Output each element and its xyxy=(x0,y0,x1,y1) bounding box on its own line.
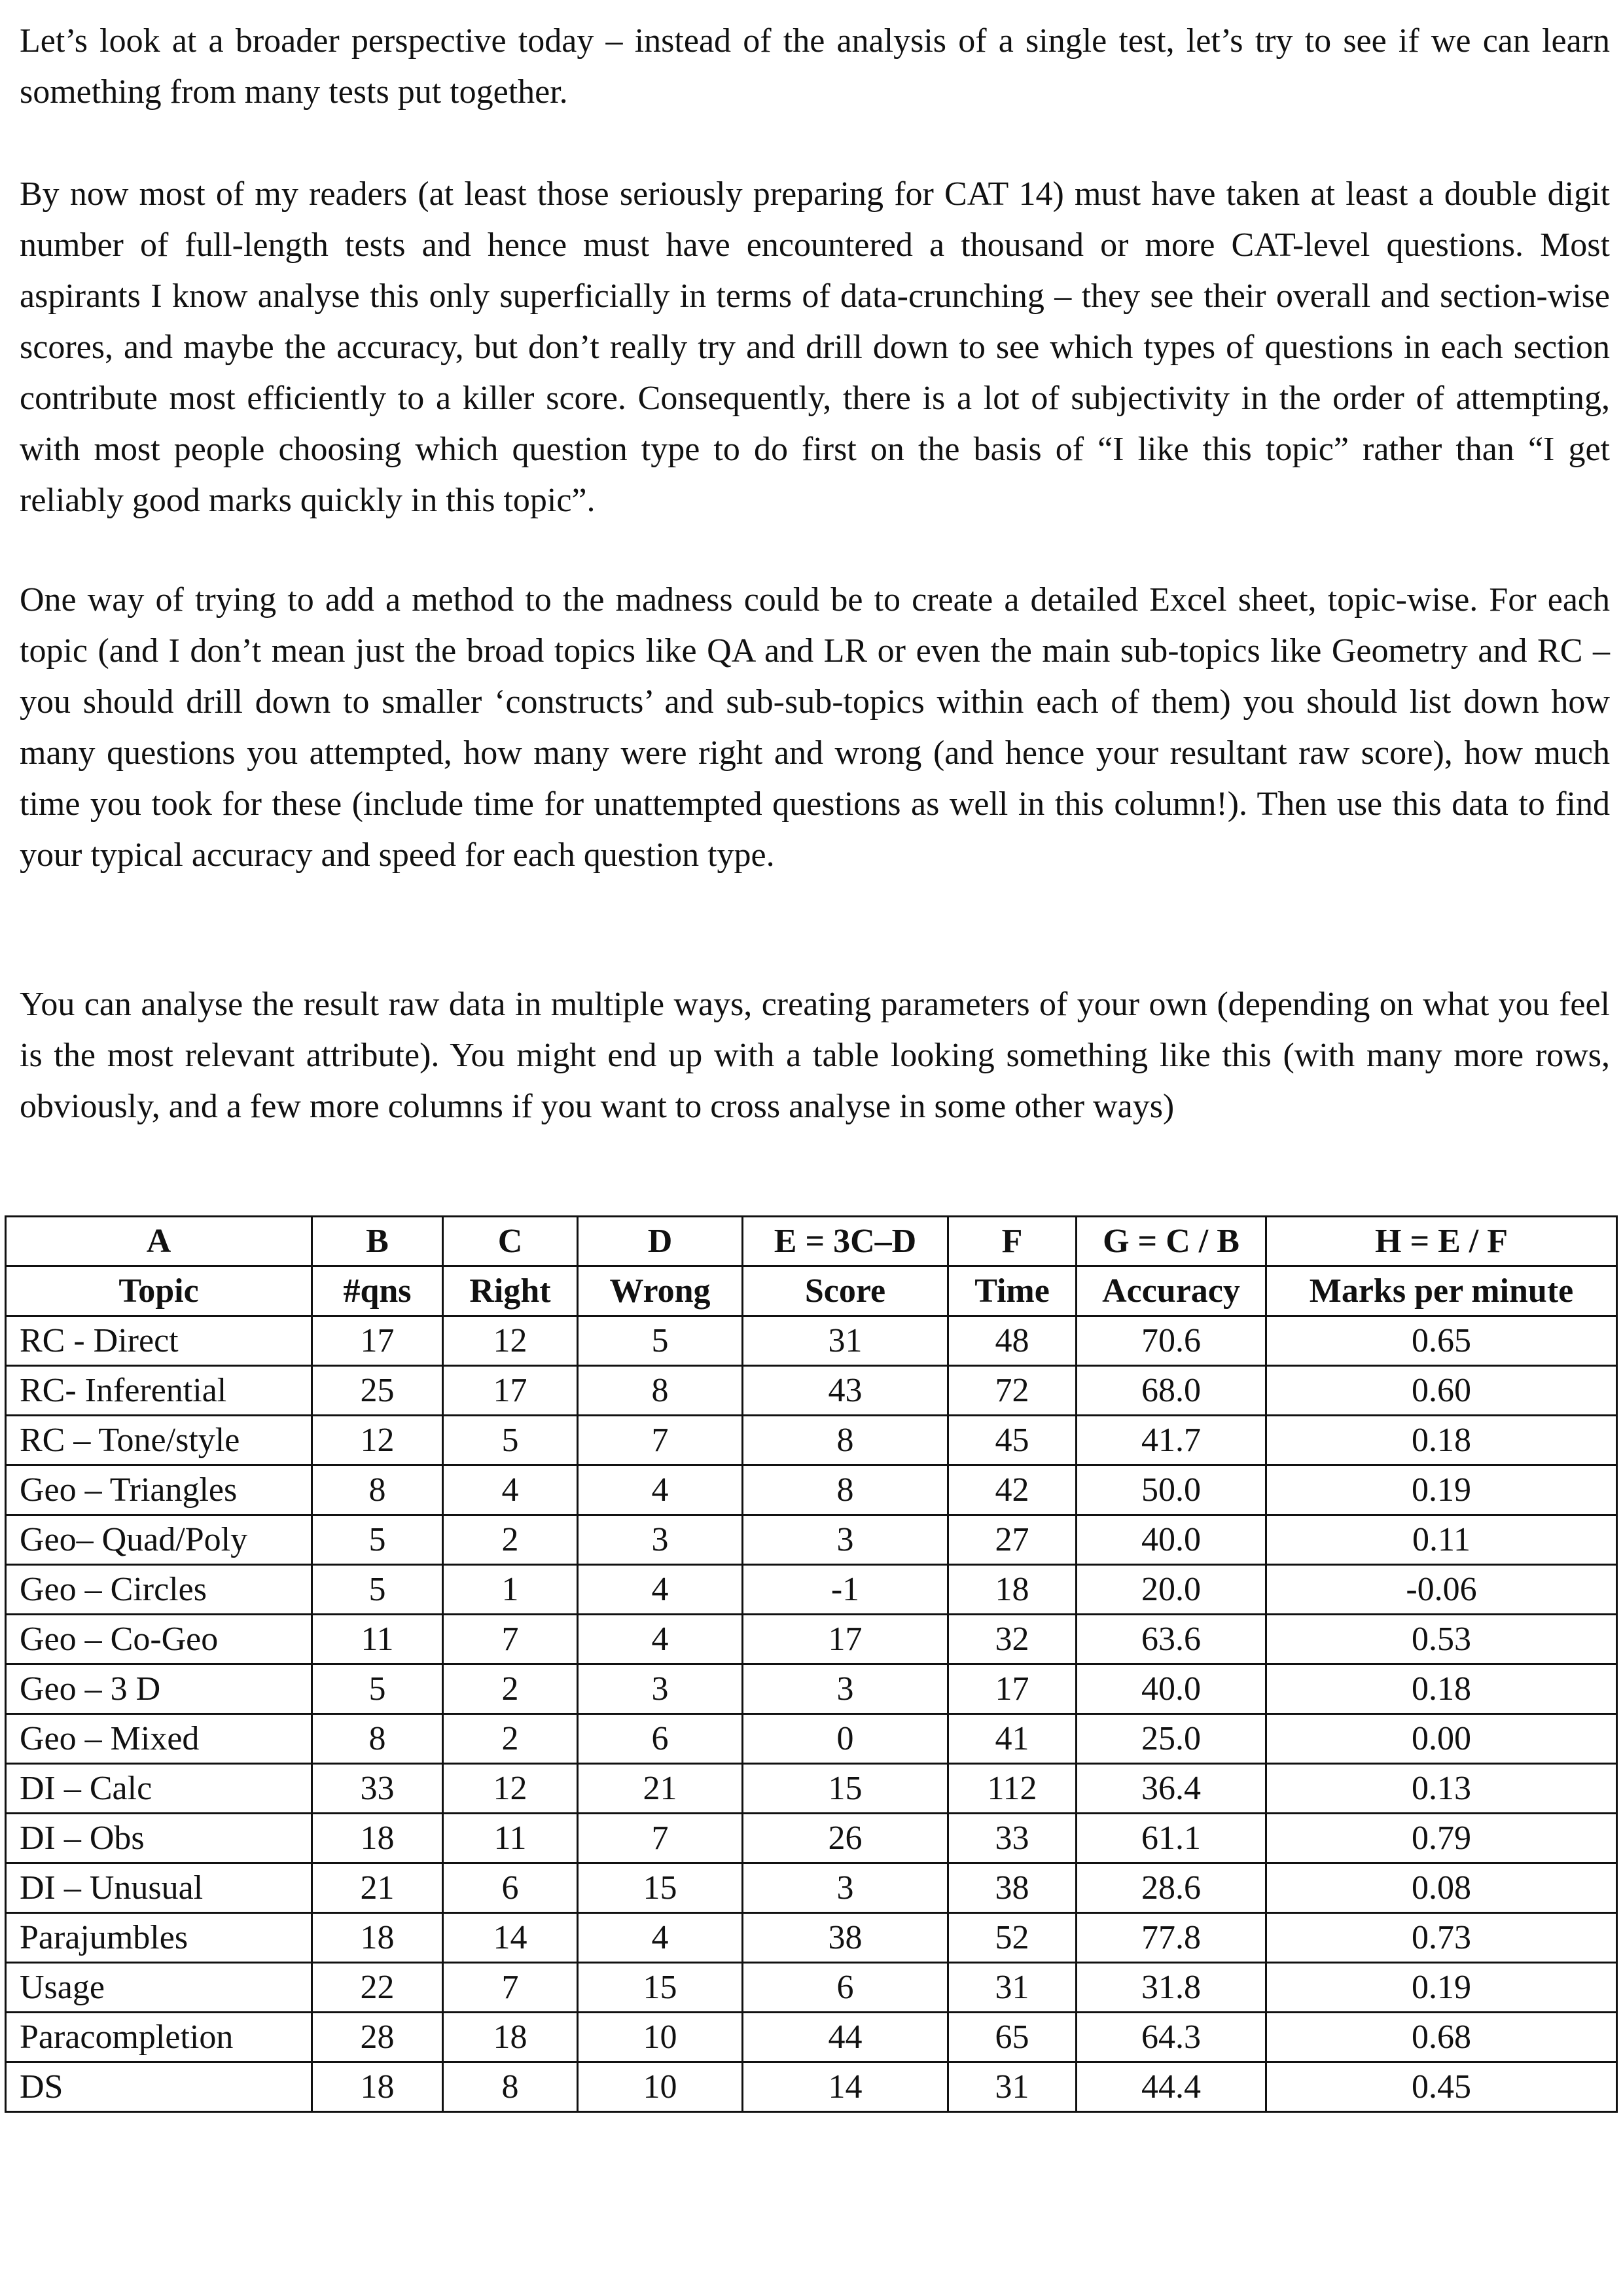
value-cell: 10 xyxy=(578,2062,743,2112)
value-cell: 7 xyxy=(578,1814,743,1863)
paragraph-method: One way of trying to add a method to the madness could be to create a detailed Excel sheet, topic-wise. For each topic (and I don’t mean just the broad topics like QA and LR or even the main sub-topics like Geometry and RC – you should drill down to smaller ‘constructs’ and sub-sub-topics within each of them) you should list down how many questions you attempted, how many were right and wrong (and hence your resultant raw score), how much time you took for these (include time for unattempted questions as well in this column!). Then use this data to find your typical accuracy and speed for each question type. xyxy=(20,581,1610,874)
value-cell: 44 xyxy=(743,2013,948,2062)
value-cell: 52 xyxy=(948,1913,1077,1963)
value-cell: 2 xyxy=(443,1714,578,1764)
value-cell: 0.45 xyxy=(1266,2062,1617,2112)
value-cell: 14 xyxy=(743,2062,948,2112)
value-cell: 68.0 xyxy=(1077,1366,1266,1416)
value-cell: 0.60 xyxy=(1266,1366,1617,1416)
topic-cell: Geo – Triangles xyxy=(6,1465,312,1515)
header-cell: Marks per minute xyxy=(1266,1266,1617,1316)
table-row xyxy=(6,1465,1617,1515)
value-cell: 61.1 xyxy=(1077,1814,1266,1863)
value-cell: 43 xyxy=(743,1366,948,1416)
value-cell: 0.00 xyxy=(1266,1714,1617,1764)
topic-cell: Geo– Quad/Poly xyxy=(6,1515,312,1565)
value-cell: 44.4 xyxy=(1077,2062,1266,2112)
value-cell: 18 xyxy=(443,2013,578,2062)
value-cell: 0.13 xyxy=(1266,1764,1617,1814)
value-cell: 17 xyxy=(948,1664,1077,1714)
table-row xyxy=(6,1366,1617,1416)
table-row xyxy=(6,2013,1617,2062)
table-row xyxy=(6,1664,1617,1714)
value-cell: 8 xyxy=(743,1416,948,1465)
table-row xyxy=(6,1963,1617,2013)
value-cell: 77.8 xyxy=(1077,1913,1266,1963)
value-cell: 28 xyxy=(312,2013,443,2062)
topic-cell: Usage xyxy=(6,1963,312,2013)
paragraph-intro: Let’s look at a broader perspective today – instead of the analysis of a single test, let’s try to see if we can learn something from many tests put together. xyxy=(20,22,1610,111)
value-cell: 0.11 xyxy=(1266,1515,1617,1565)
topic-cell: Parajumbles xyxy=(6,1913,312,1963)
value-cell: 0.79 xyxy=(1266,1814,1617,1863)
table-row xyxy=(6,1515,1617,1565)
value-cell: 42 xyxy=(948,1465,1077,1515)
topic-cell: Geo – Mixed xyxy=(6,1714,312,1764)
value-cell: 6 xyxy=(443,1863,578,1913)
value-cell: 0.53 xyxy=(1266,1615,1617,1664)
value-cell: 36.4 xyxy=(1077,1764,1266,1814)
value-cell: 25 xyxy=(312,1366,443,1416)
value-cell: 50.0 xyxy=(1077,1465,1266,1515)
paragraph-table-intro: You can analyse the result raw data in multiple ways, creating parameters of your own (depending on what you feel is the most relevant attribute). You might end up with a table looking something like this (with many more rows, obviously, and a few more columns if you want to cross analyse in some other ways) xyxy=(20,986,1610,1125)
value-cell: 12 xyxy=(443,1316,578,1366)
value-cell: 0.68 xyxy=(1266,2013,1617,2062)
topic-cell: DI – Calc xyxy=(6,1764,312,1814)
value-cell: 18 xyxy=(312,1814,443,1863)
value-cell: 72 xyxy=(948,1366,1077,1416)
value-cell: 65 xyxy=(948,2013,1077,2062)
value-cell: 0 xyxy=(743,1714,948,1764)
value-cell: 64.3 xyxy=(1077,2013,1266,2062)
value-cell: 70.6 xyxy=(1077,1316,1266,1366)
value-cell: 40.0 xyxy=(1077,1664,1266,1714)
value-cell: 15 xyxy=(578,1963,743,2013)
topic-cell: Geo – 3 D xyxy=(6,1664,312,1714)
value-cell: 112 xyxy=(948,1764,1077,1814)
value-cell: 32 xyxy=(948,1615,1077,1664)
value-cell: 26 xyxy=(743,1814,948,1863)
header-cell: E = 3C–D xyxy=(743,1217,948,1266)
topic-cell: Geo – Circles xyxy=(6,1565,312,1615)
value-cell: 25.0 xyxy=(1077,1714,1266,1764)
value-cell: 0.73 xyxy=(1266,1913,1617,1963)
value-cell: 48 xyxy=(948,1316,1077,1366)
value-cell: 11 xyxy=(312,1615,443,1664)
topic-cell: RC – Tone/style xyxy=(6,1416,312,1465)
header-cell: Wrong xyxy=(578,1266,743,1316)
header-cell: B xyxy=(312,1217,443,1266)
value-cell: 3 xyxy=(743,1863,948,1913)
value-cell: 5 xyxy=(312,1515,443,1565)
value-cell: 4 xyxy=(443,1465,578,1515)
value-cell: 11 xyxy=(443,1814,578,1863)
paragraph-analysis: By now most of my readers (at least those seriously preparing for CAT 14) must have taken at least a double digit number of full-length tests and hence must have encountered a thousand or more CAT-level questions. Most aspirants I know analyse this only superficially in terms of data-crunching – they see their overall and section-wise scores, and maybe the accuracy, but don’t really try and drill down to see which types of questions in each section contribute most efficiently to a killer score. Consequently, there is a lot of subjectivity in the order of attempting, with most people choosing which question type to do first on the basis of “I like this topic” rather than “I get reliably good marks quickly in this topic”. xyxy=(20,175,1610,519)
value-cell: 18 xyxy=(312,1913,443,1963)
topic-analysis-table xyxy=(5,1215,1618,2113)
table-row xyxy=(6,1714,1617,1764)
table-row xyxy=(6,1565,1617,1615)
header-cell: D xyxy=(578,1217,743,1266)
value-cell: -0.06 xyxy=(1266,1565,1617,1615)
value-cell: 12 xyxy=(443,1764,578,1814)
value-cell: 2 xyxy=(443,1515,578,1565)
value-cell: 12 xyxy=(312,1416,443,1465)
value-cell: 8 xyxy=(312,1714,443,1764)
value-cell: 4 xyxy=(578,1465,743,1515)
value-cell: 6 xyxy=(578,1714,743,1764)
value-cell: 8 xyxy=(743,1465,948,1515)
table-body xyxy=(6,1316,1617,2112)
value-cell: 3 xyxy=(578,1515,743,1565)
value-cell: 21 xyxy=(578,1764,743,1814)
value-cell: -1 xyxy=(743,1565,948,1615)
table-row xyxy=(6,1814,1617,1863)
value-cell: 18 xyxy=(948,1565,1077,1615)
header-cell: Time xyxy=(948,1266,1077,1316)
value-cell: 41 xyxy=(948,1714,1077,1764)
value-cell: 6 xyxy=(743,1963,948,2013)
value-cell: 8 xyxy=(443,2062,578,2112)
value-cell: 3 xyxy=(743,1515,948,1565)
value-cell: 0.65 xyxy=(1266,1316,1617,1366)
header-cell: G = C / B xyxy=(1077,1217,1266,1266)
header-cell: Accuracy xyxy=(1077,1266,1266,1316)
value-cell: 7 xyxy=(443,1963,578,2013)
topic-cell: Geo – Co-Geo xyxy=(6,1615,312,1664)
value-cell: 38 xyxy=(948,1863,1077,1913)
topic-cell: RC- Inferential xyxy=(6,1366,312,1416)
value-cell: 17 xyxy=(312,1316,443,1366)
header-cell: Right xyxy=(443,1266,578,1316)
value-cell: 7 xyxy=(578,1416,743,1465)
value-cell: 18 xyxy=(312,2062,443,2112)
value-cell: 5 xyxy=(312,1565,443,1615)
value-cell: 22 xyxy=(312,1963,443,2013)
value-cell: 15 xyxy=(578,1863,743,1913)
value-cell: 33 xyxy=(312,1764,443,1814)
value-cell: 15 xyxy=(743,1764,948,1814)
topic-cell: Paracompletion xyxy=(6,2013,312,2062)
topic-cell: RC - Direct xyxy=(6,1316,312,1366)
table-header-row-letters xyxy=(6,1217,1617,1266)
value-cell: 4 xyxy=(578,1565,743,1615)
table-row xyxy=(6,1863,1617,1913)
header-cell: A xyxy=(6,1217,312,1266)
header-cell: C xyxy=(443,1217,578,1266)
value-cell: 38 xyxy=(743,1913,948,1963)
header-cell: Score xyxy=(743,1266,948,1316)
header-cell: Topic xyxy=(6,1266,312,1316)
value-cell: 5 xyxy=(312,1664,443,1714)
value-cell: 31 xyxy=(743,1316,948,1366)
value-cell: 21 xyxy=(312,1863,443,1913)
value-cell: 27 xyxy=(948,1515,1077,1565)
value-cell: 3 xyxy=(743,1664,948,1714)
value-cell: 8 xyxy=(578,1366,743,1416)
value-cell: 40.0 xyxy=(1077,1515,1266,1565)
table-row xyxy=(6,1316,1617,1366)
value-cell: 20.0 xyxy=(1077,1565,1266,1615)
value-cell: 28.6 xyxy=(1077,1863,1266,1913)
value-cell: 33 xyxy=(948,1814,1077,1863)
table-row xyxy=(6,2062,1617,2112)
value-cell: 0.18 xyxy=(1266,1416,1617,1465)
header-cell: #qns xyxy=(312,1266,443,1316)
value-cell: 3 xyxy=(578,1664,743,1714)
value-cell: 0.19 xyxy=(1266,1465,1617,1515)
header-cell: H = E / F xyxy=(1266,1217,1617,1266)
table-row xyxy=(6,1416,1617,1465)
value-cell: 45 xyxy=(948,1416,1077,1465)
value-cell: 17 xyxy=(743,1615,948,1664)
topic-cell: DI – Obs xyxy=(6,1814,312,1863)
value-cell: 7 xyxy=(443,1615,578,1664)
value-cell: 8 xyxy=(312,1465,443,1515)
topic-cell: DS xyxy=(6,2062,312,2112)
value-cell: 31 xyxy=(948,2062,1077,2112)
value-cell: 31 xyxy=(948,1963,1077,2013)
table-row xyxy=(6,1615,1617,1664)
value-cell: 2 xyxy=(443,1664,578,1714)
value-cell: 4 xyxy=(578,1913,743,1963)
table-header-row-names xyxy=(6,1266,1617,1316)
value-cell: 10 xyxy=(578,2013,743,2062)
topic-cell: DI – Unusual xyxy=(6,1863,312,1913)
table-row xyxy=(6,1913,1617,1963)
value-cell: 5 xyxy=(443,1416,578,1465)
table-row xyxy=(6,1764,1617,1814)
value-cell: 4 xyxy=(578,1615,743,1664)
value-cell: 31.8 xyxy=(1077,1963,1266,2013)
value-cell: 63.6 xyxy=(1077,1615,1266,1664)
value-cell: 0.18 xyxy=(1266,1664,1617,1714)
value-cell: 41.7 xyxy=(1077,1416,1266,1465)
value-cell: 0.08 xyxy=(1266,1863,1617,1913)
value-cell: 5 xyxy=(578,1316,743,1366)
value-cell: 14 xyxy=(443,1913,578,1963)
value-cell: 17 xyxy=(443,1366,578,1416)
value-cell: 1 xyxy=(443,1565,578,1615)
value-cell: 0.19 xyxy=(1266,1963,1617,2013)
header-cell: F xyxy=(948,1217,1077,1266)
